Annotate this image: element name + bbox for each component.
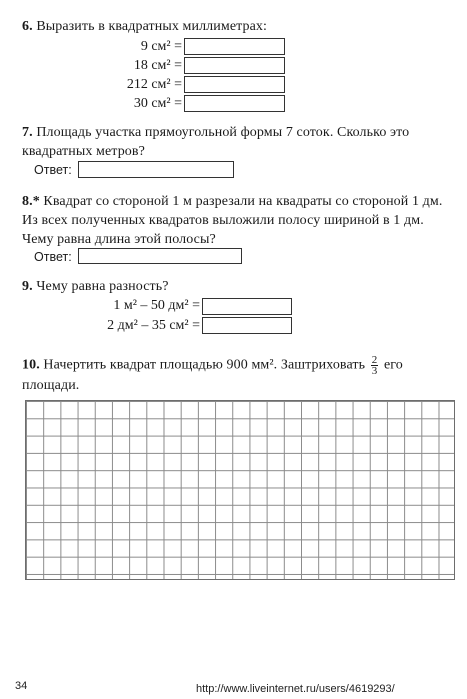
fraction-numerator: 2 [371, 354, 378, 366]
task-6-number: 6. [22, 19, 33, 34]
task-8-answer-label: Ответ: [34, 250, 72, 264]
task-6-row-4: 30 см² = [133, 96, 182, 111]
task-6-answer-field-3[interactable] [184, 76, 285, 93]
task-10-text-before: Начертить квадрат площадью 900 мм². Заштриховать [43, 357, 366, 373]
task-6-answer-field-1[interactable] [184, 38, 285, 55]
task-9 [22, 277, 442, 296]
task-7-answer-label: Ответ: [34, 163, 72, 177]
task-6-row-2: 18 см² = [133, 58, 182, 73]
task-6-row-3: 212 см² = [126, 77, 182, 92]
task-6-answer-field-4[interactable] [184, 95, 285, 112]
source-url: http://www.liveinternet.ru/users/4619293/ [196, 683, 395, 695]
task-7-answer-field[interactable] [78, 161, 234, 178]
task-9-answer-field-1[interactable] [202, 298, 292, 315]
task-10-fraction [371, 355, 379, 376]
task-6-text: Выразить в квадратных миллиметрах: [36, 19, 268, 34]
page-number: 34 [15, 680, 28, 692]
task-10 [22, 355, 452, 395]
task-10-number: 10. [22, 357, 40, 373]
task-9-number: 9. [22, 279, 33, 294]
task-6-answer-field-2[interactable] [184, 57, 285, 74]
task-7-number: 7. [22, 125, 33, 140]
task-8-answer-field[interactable] [78, 248, 242, 264]
task-8-number: 8.* [22, 194, 40, 209]
drawing-grid[interactable] [25, 400, 455, 580]
task-9-row-2: 2 дм² – 35 см² = [107, 318, 200, 333]
task-8 [22, 192, 447, 249]
task-7-text: Площадь участка прямоугольной формы 7 соток. Сколько это квадратных метров? [22, 125, 410, 159]
task-9-row-1: 1 м² – 50 дм² = [113, 298, 200, 313]
task-9-text: Чему равна разность? [36, 279, 169, 294]
task-10-text-after: его площади. [22, 357, 403, 393]
task-6 [22, 17, 442, 36]
task-9-answer-field-2[interactable] [202, 317, 292, 334]
task-8-text: Квадрат со стороной 1 м разрезали на квадраты со стороной 1 дм. Из всех полученных квадратов выложили полосу шириной в 1 дм. Чему равна длина этой полосы? [22, 194, 443, 247]
task-6-row-1: 9 см² = [140, 39, 182, 54]
task-7 [22, 123, 447, 161]
fraction-denominator: 3 [371, 365, 378, 377]
